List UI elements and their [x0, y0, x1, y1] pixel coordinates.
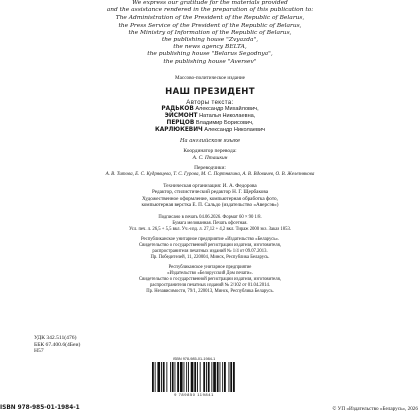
publisher-press-house [0, 265, 420, 295]
genre-label: Массово-политическое издание [175, 74, 245, 81]
copyright-text: © УП «Издательство «Беларусь», 2026 [332, 406, 418, 412]
isbn-barcode [146, 357, 242, 397]
barcode-bar [213, 362, 216, 392]
barcode-number: 9 789850 119841 [174, 392, 214, 397]
book-title: НАШ ПРЕЗИДЕНТ [165, 86, 255, 97]
author-line [0, 113, 420, 120]
ack-list [0, 15, 420, 65]
author-line [0, 106, 420, 113]
publisher-belarus [0, 237, 420, 261]
isbn-text: ISBN 978-985-01-1984-1 [0, 405, 80, 411]
ack-list-item: the publishing house "Zvyazda", [161, 37, 259, 44]
acknowledgements [0, 0, 420, 66]
ack-intro [0, 0, 420, 14]
publisher-line: распространителя печатных изданий № 2/102 от 01.04.2014. [150, 282, 270, 288]
ack-list-item: the Ministry of Information of the Republic of Belarus, [128, 29, 292, 36]
coordinator-label: Координатор перевода: [183, 147, 237, 154]
barcode-bar [200, 362, 201, 392]
barcode-bar [203, 362, 205, 392]
barcode-bar [220, 362, 221, 392]
barcode-bar [152, 362, 154, 392]
barcode-bar [233, 362, 235, 392]
authors-list [0, 106, 420, 134]
ack-intro-line: We express our gratitude for the materials provided [132, 0, 288, 6]
technical-line: Редактор, стилистический редактор Н. Г. Щербакова [151, 189, 269, 196]
barcode-bar [175, 362, 176, 392]
print-info [0, 215, 420, 233]
publisher-line: Пр. Победителей, 11, 220004, Минск, Республика Беларусь. [150, 254, 270, 260]
ack-list-item: the news agency BELTA, [173, 44, 247, 51]
barcode-bar [166, 362, 167, 392]
author-surname: КАРЛЮКЕВИЧ [154, 126, 203, 133]
publisher-line: Пр. Независимости, 79/1, 220013, Минск, Республика Беларусь. [146, 288, 274, 294]
barcode-icon [146, 362, 242, 392]
bbk-code: ББК 67.400.6(4Беи) [34, 341, 81, 348]
authors-heading: Авторы текста: [186, 99, 234, 106]
barcode-bar [191, 362, 194, 392]
author-name: Владимир Борисович, [195, 119, 254, 126]
barcode-bar [172, 362, 174, 392]
ack-list-item: the publishing house "Belarus Segodnya", [147, 51, 273, 58]
author-name: Наталья Николаевна, [199, 112, 256, 119]
publisher-line: Свидетельство о государственной регистрации издателя, изготовителя, [139, 242, 281, 248]
print-info-line: Подписано в печать 04.06.2026. Формат 60 × 90 1/8. [158, 214, 262, 220]
barcode-bar [157, 362, 160, 392]
technical-line: Техническая организация: И. А. Федорова [163, 183, 257, 190]
barcode-bar [230, 362, 232, 392]
barcode-bar [161, 362, 162, 392]
barcode-bar [170, 362, 171, 392]
print-info-line: Бумага мелованная. Печать офсетная. [172, 220, 248, 226]
language-note: На английском языке [179, 137, 241, 144]
publisher-line: Республиканское унитарное предприятие [168, 264, 252, 270]
barcode-bar [224, 362, 226, 392]
publisher-line: Республиканское унитарное предприятие «Издательство «Беларусь». [140, 236, 280, 242]
author-name: Александр Михайлович, [195, 105, 259, 112]
barcode-bar [194, 362, 196, 392]
author-surname: ПЕРЦОВ [166, 119, 195, 126]
technical-line: компьютерная верстка Е. П. Сальдо (издательство «Аверсэв») [141, 202, 279, 209]
publisher-line: «Издательство «Белорусский Дом печати». [167, 270, 253, 276]
barcode-bar [229, 362, 230, 392]
barcode-bar [208, 362, 210, 392]
ack-list-item: the publishing house "Aversev" [163, 58, 257, 65]
translators-names: А. В. Титова, Е. С. Кудрявцева, Т. С. Гурова, М. С. Портнягина, А. В. Вдовичев, О. В. Железнякова [105, 172, 315, 178]
barcode-bar [163, 362, 165, 392]
technical-credits [0, 183, 420, 209]
udk-code: УДК 342.511(476) [34, 335, 77, 341]
author-mark: Н57 [34, 348, 44, 355]
barcode-bar [180, 362, 183, 392]
publisher-line: Свидетельство о государственной регистрации издателя, изготовителя, [139, 276, 281, 282]
barcode-bar [184, 362, 185, 392]
barcode-bar [177, 362, 179, 392]
barcode-bar [211, 362, 212, 392]
author-line [0, 127, 420, 134]
author-name: Александр Николаевич [204, 126, 265, 133]
author-surname: ЭЙСМОНТ [164, 112, 198, 119]
coordinator-name: А. С. Пташкин [192, 154, 228, 161]
barcode-isbn-text: ISBN 978-985-01-1984-1 [172, 357, 216, 361]
barcode-bar [217, 362, 219, 392]
technical-line: Художественное оформление, компьютерная обработка фото, [142, 195, 278, 202]
barcode-bar [155, 362, 156, 392]
ack-list-item: The Administration of the President of the Republic of Belarus, [115, 15, 305, 22]
author-surname: РАДЬКОВ [161, 105, 194, 112]
ack-intro-line: and the assistance rendered in the preparation of this publication to: [106, 7, 314, 14]
translators-label: Переводчики: [194, 165, 226, 172]
barcode-bar [222, 362, 223, 392]
author-line [0, 120, 420, 127]
publisher-line: распространителя печатных изданий № 1/4 от 09.07.2013. [152, 248, 268, 254]
classification-codes [34, 335, 80, 355]
ack-list-item: the Press Service of the President of the Republic of Belarus, [118, 22, 302, 29]
barcode-bar [197, 362, 198, 392]
barcode-bar [206, 362, 207, 392]
barcode-bar [188, 362, 189, 392]
print-info-line: Усл. печ. л. 26,5 + 5,5 вкл. Уч.-изд. л. 27,12 + 4,2 вкл. Тираж 2000 экз. Заказ 1853. [129, 226, 291, 232]
barcode-bar [186, 362, 187, 392]
